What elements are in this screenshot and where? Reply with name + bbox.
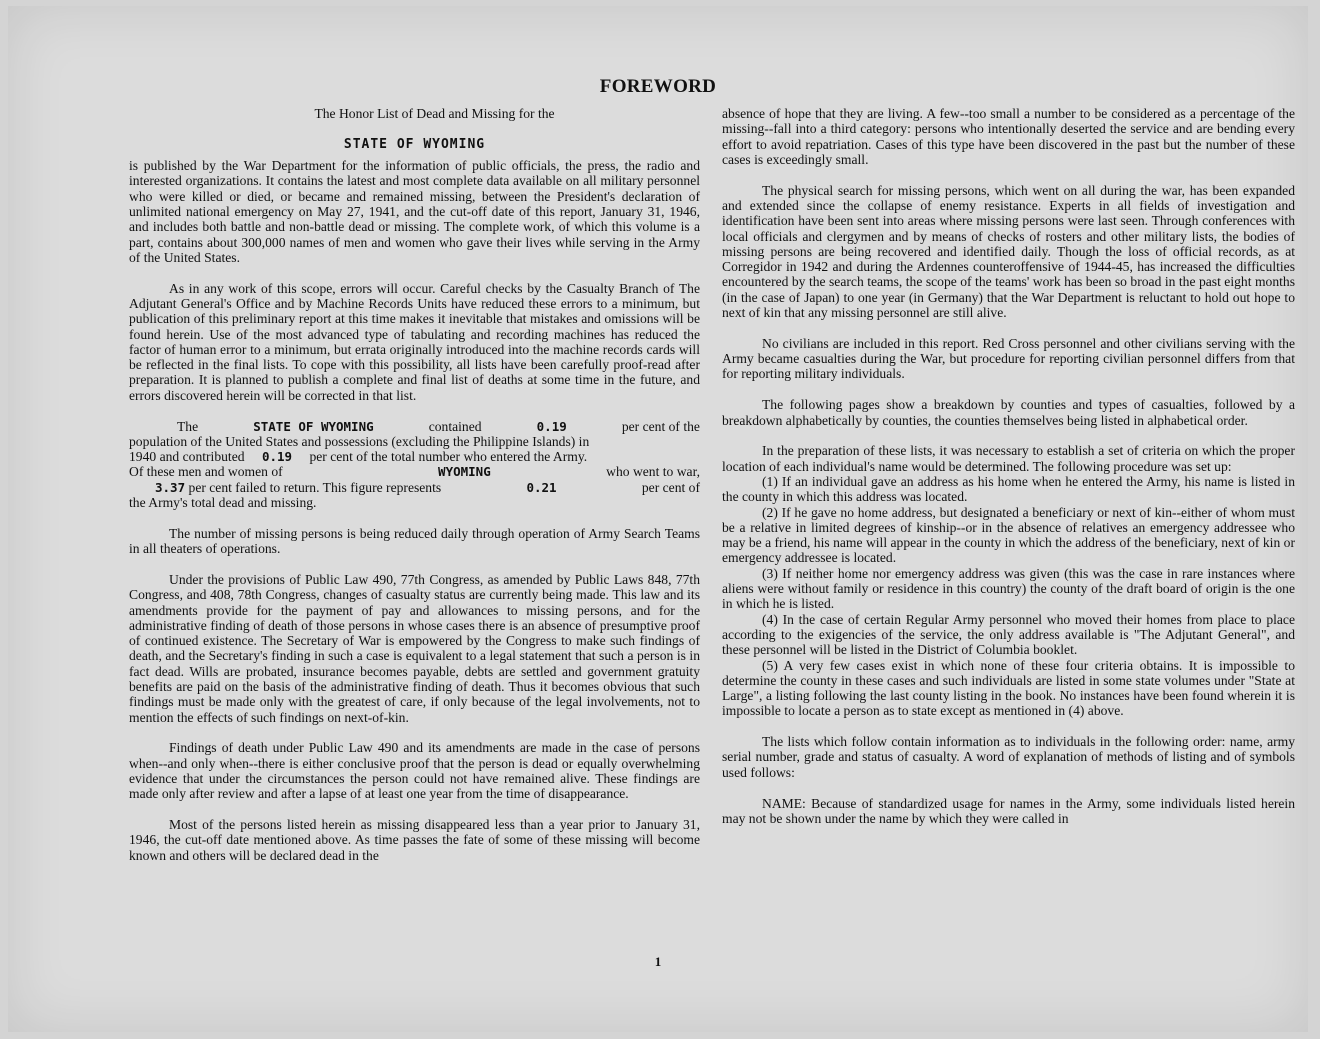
criteria-item: (2) If he gave no home address, but designated a beneficiary or next of kin--either of whom must be a relative in limited degrees of kinship--or in the absence of relatives an emergency addressee who may be a friend, his name will appear in the county in which the address of the beneficiary, next of kin or emergency addressee is located. [722,504,1295,566]
paragraph-criteria: In the preparation of these lists, it was necessary to establish a set of criteria on which the proper location of each individual's name would be determined. The following procedure was set up: [722,443,1295,474]
criteria-item: (1) If an individual gave an address as his home when he entered the Army, his name is listed in the county in which this address was located. [722,473,1295,505]
stats-word: Of these men and women of [129,464,283,480]
stats-line-4 [129,464,700,479]
stats-word: per cent of the total number who entered the Army. [309,449,588,465]
stats-word: per cent of [641,479,700,495]
paragraph-public-law: Under the provisions of Public Law 490, 77th Congress, as amended by Public Laws 848, 77th Congress, and 408, 78th Congress, changes of casualty status are currently being made. This law and its amendments provide for the payment of pay and allowances to missing persons, and for the administrative finding of death of those persons in whose cases there is an absence of presumptive proof of continued existence. The Secretary of War is empowered by the Congress to make such findings of death, and the Secretary's finding in such a case is equivalent to a legal statement that such a person is in fact dead. Wills are probated, insurance becomes payable, debts are settled and government gratuity benefits are paid on the basis of the administrative finding of death. Thus it becomes obvious that such findings must be made only with the greatest of care, if only because of the legal involvements, not to mention the effects of such findings on next-of-kin. [129,571,700,725]
criteria-item: (3) If neither home nor emergency address was given (this was the case in rare instances where aliens were without family or residence in this country) the county of the draft board of origin is the one in which he is listed. [722,565,1295,612]
criteria-item: (5) A very few cases exist in which none of these four criteria obtains. It is impossible to determine the county in these cases and such individuals are listed in some state volumes under "State at Large", a listing following the last county listing in the book. No instances have been found wherein it is impossible to locate a person as to state except as mentioned in (4) above. [722,657,1295,719]
stats-state-short: WYOMING [438,464,491,480]
right-column [722,106,1295,826]
paragraph-physical-search: The physical search for missing persons, which went on all during the war, has been expanded and extended since the collapse of enemy resistance. Experts in all fields of investigation and identification have been sent into areas where missing persons were last seen. Through conferences with local officials and clergymen and by means of checks of rosters and other military lists, the bodies of missing persons are being recovered and identified daily. Though the loss of official records, as at Corregidor in 1942 and during the Ardennes counteroffensive of 1944-45, has increased the difficulties encountered by the search teams, the scope of the teams' work has been so broad in the past eight months (in the case of Japan) to one year (in Germany) that the War Department is reluctant to hold out hope to next of kin that any missing personnel are still alive. [722,182,1295,321]
stats-line-1 [129,419,700,434]
stats-pct-failed: 3.37 [155,479,186,495]
paragraph-errors: As in any work of this scope, errors will occur. Careful checks by the Casualty Branch of The Adjutant General's Office and by Machine Records Units have reduced these errors to a minimum, but publication of this preliminary report at this time makes it inevitable that mistakes and omissions will be found herein. Use of the most advanced type of tabulating and recording machines has reduced the factor of human error to a minimum, but errata originally introduced into the machine records cards will be reflected in the final lists. To cope with this possibility, all lists have been carefully proof-read after preparation. It is planned to publish a complete and final list of deaths at some time in the future, and errors discovered herein will be corrected in that list. [129,280,700,403]
paragraph-missing: Most of the persons listed herein as missing disappeared less than a year prior to January 31, 1946, the cut-off date mentioned above. As time passes the fate of some of these missing will become known and others will be declared dead in the [129,817,700,863]
stats-word: per cent failed to return. This figure represents [188,479,442,495]
stats-word: who went to war, [606,464,700,480]
paragraph-civilians: No civilians are included in this report. Red Cross personnel and other civilians serving with the Army became casualties during the War, but procedure for reporting civilian personnel differs from that for reporting military individuals. [722,335,1295,382]
paragraph-name: NAME: Because of standardized usage for names in the Army, some individuals listed herein may not be shown under the name by which they were called in [722,795,1295,826]
paragraph-findings: Findings of death under Public Law 490 and its amendments are made in the case of persons when--and only when--there is either conclusive proof that the person is dead or equally overwhelming evidence that under the circumstances the person could not have remained alive. These findings are made only after review and after a lapse of at least one year from the time of disappearance. [129,740,700,802]
left-column [129,106,700,863]
stats-line-2: population of the United States and possessions (excluding the Philippine Islands) in [129,433,590,449]
page-number: 1 [654,954,662,969]
criteria-list [722,474,1295,719]
stats-word: per cent of the [621,418,700,434]
statistics-block [129,419,700,511]
stats-line-5 [129,480,700,495]
stats-word: contained [428,418,482,434]
stats-pct-army: 0.21 [526,479,557,495]
criteria-item: (4) In the case of certain Regular Army personnel who moved their homes from place to place according to the exigencies of the service, the only address available is "The Adjutant General", and these personnel will be listed in the District of Columbia booklet. [722,611,1295,658]
page-heading: FOREWORD [599,76,717,97]
paragraph-search-teams: The number of missing persons is being reduced daily through operation of Army Search Teams in all theaters of operations. [129,525,700,557]
intro-line: The Honor List of Dead and Missing for the [314,106,555,121]
stats-pct-population: 0.19 [536,418,567,434]
paragraph-deserters: absence of hope that they are living. A few--too small a number to be considered as a percentage of the missing--fall into a third category: persons who intentionally deserted the service and are bending every effort to avoid repatriation. Cases of this type have been discovered in the past but the number of these cases is exceedingly small. [722,106,1295,167]
paragraph-publication: is published by the War Department for the information of public officials, the press, the radio and interested organizations. It contains the latest and most complete data available on all military personnel who were killed or died, or became and remained missing, between the President's declaration of unlimited national emergency on May 27, 1941, and the cut-off date of this report, January 31, 1946, and includes both battle and non-battle dead or missing. The complete work, of which this volume is a part, contains about 300,000 names of men and women who gave their lives while serving in the Army of the United States. [129,158,700,265]
stats-line-6: the Army's total dead and missing. [129,495,317,511]
paragraph-breakdown: The following pages show a breakdown by counties and types of casualties, followed by a breakdown alphabetically by counties, the counties themselves being listed in alphabetical order. [722,397,1295,428]
document-page [8,6,1308,1032]
stats-line-3 [129,449,700,464]
stats-pct-entered: 0.19 [261,449,293,465]
stats-state: STATE OF WYOMING [253,418,374,434]
paragraph-list-order: The lists which follow contain information as to individuals in the following order: name, army serial number, grade and status of casualty. A word of explanation of methods of listing and of symbols used follows: [722,734,1295,780]
stats-word: 1940 and contributed [129,449,245,465]
stats-word: The [177,418,199,434]
state-title: STATE OF WYOMING [343,136,486,152]
